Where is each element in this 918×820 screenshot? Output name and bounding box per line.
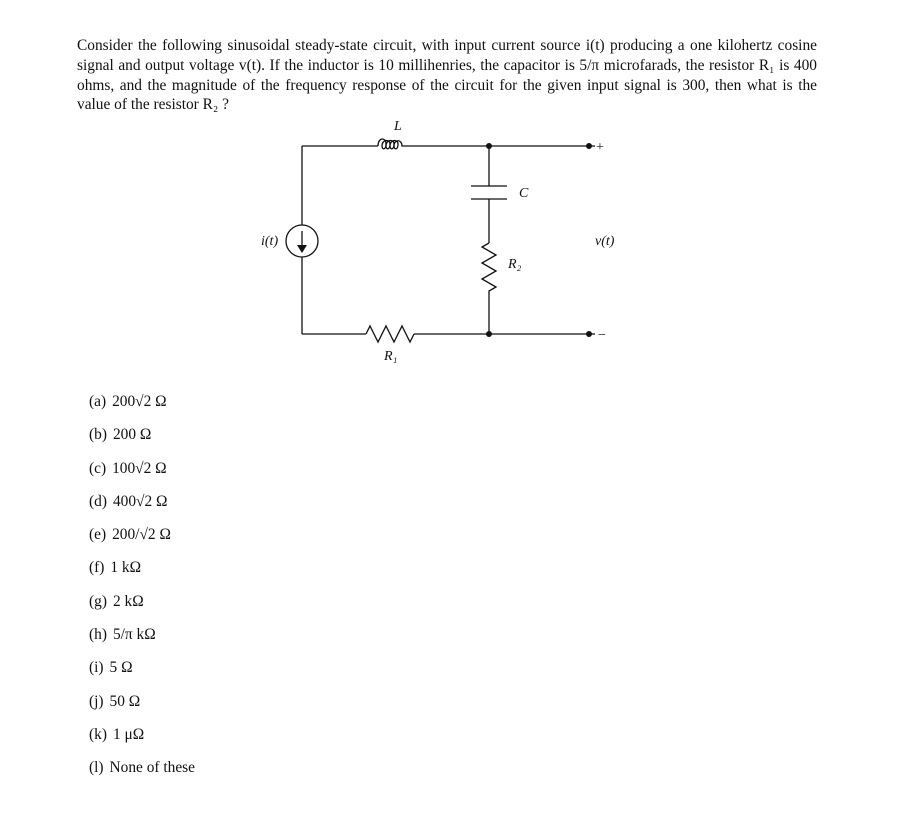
capacitor-symbol	[471, 186, 507, 199]
option-h[interactable]: (h) 5/π kΩ	[89, 626, 156, 644]
option-i[interactable]: (i) 5 Ω	[89, 659, 133, 677]
option-a[interactable]: (a) 200√2 Ω	[89, 393, 167, 410]
node-bottom	[486, 331, 492, 337]
current-arrow-head	[297, 245, 307, 253]
r1-label: R₁	[384, 349, 398, 364]
r2-label: R₂	[508, 257, 522, 272]
circuit-diagram	[240, 108, 640, 378]
terminal-bottom	[586, 331, 592, 337]
option-b[interactable]: (b) 200 Ω	[89, 426, 152, 444]
option-l[interactable]: (l) None of these	[89, 759, 196, 777]
option-f[interactable]: (f) 1 kΩ	[89, 559, 142, 577]
inductor-symbol	[378, 139, 420, 149]
resistor-r2-symbol	[482, 243, 496, 293]
question-text: Consider the following sinusoidal steady-state circuit, with input current source i(t) producing a one kilohertz cosine signal and output voltage v(t). If the inductor is 10 millihenries, the capacitor is 5/π microfarads, the resistor R₁ is 400 ohms, and the magnitude of the frequency response of the circuit for the given input signal is 300, then what is the value of the resistor R₂ ?	[77, 37, 817, 114]
option-d[interactable]: (d) 400√2 Ω	[89, 492, 168, 510]
plus-sign: +	[596, 140, 604, 155]
option-g[interactable]: (g) 2 kΩ	[89, 592, 144, 610]
option-c[interactable]: (c) 100√2 Ω	[89, 459, 167, 477]
option-e[interactable]: (e) 200/√2 Ω	[89, 526, 171, 544]
inductor-label: L	[394, 119, 402, 134]
minus-sign: −	[598, 328, 606, 343]
node-top	[486, 143, 492, 149]
output-label: v(t)	[595, 234, 615, 249]
capacitor-label: C	[519, 186, 529, 201]
terminal-top	[586, 143, 592, 149]
option-k[interactable]: (k) 1 μΩ	[89, 725, 145, 743]
source-label: i(t)	[261, 234, 279, 249]
resistor-r1-symbol	[366, 326, 414, 342]
option-j[interactable]: (j) 50 Ω	[89, 692, 141, 710]
answer-options	[89, 390, 195, 790]
